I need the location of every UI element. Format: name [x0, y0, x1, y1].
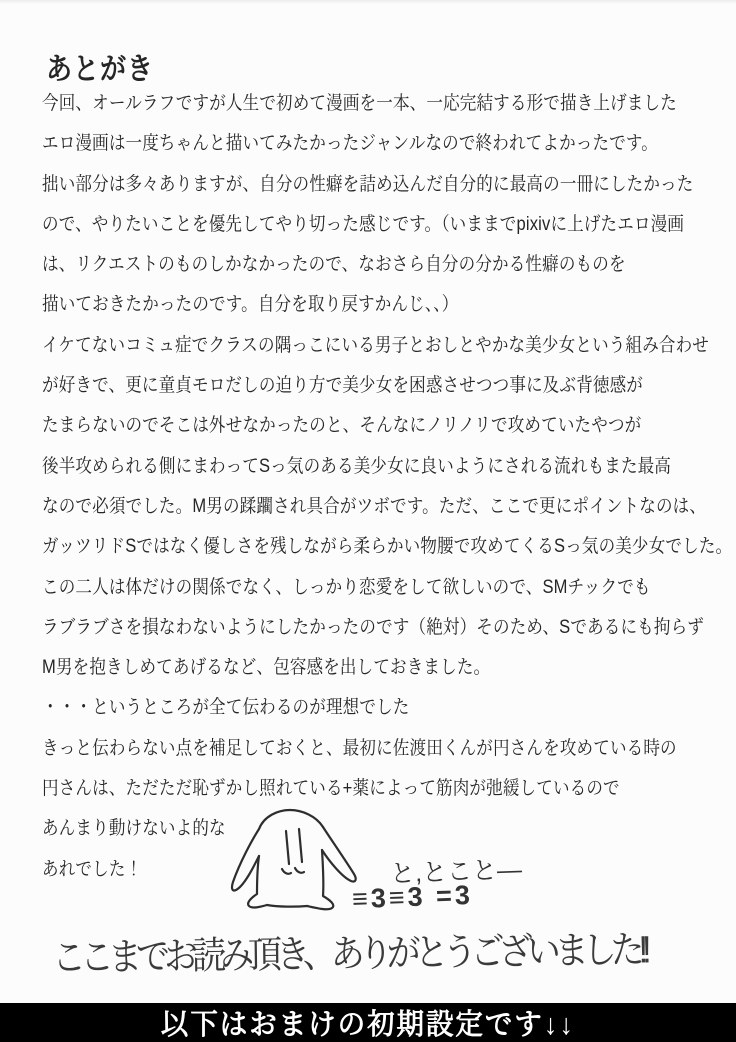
- page-title: あとがき: [46, 53, 154, 86]
- rabbit-doodle-icon: [226, 806, 362, 914]
- body-text-line: イケてないコミュ症でクラスの隅っこにいる男子とおしとやかな美少女という組み合わせ: [42, 334, 710, 356]
- thanks-message: ここまでお読み頂き、ありがとうございました!!: [51, 928, 646, 980]
- body-text-line: あれでした！: [42, 858, 143, 880]
- footer-banner: [0, 1003, 736, 1042]
- body-text-line: 円さんは、ただただ恥ずかし照れている+薬によって筋肉が弛緩しているので: [42, 778, 620, 800]
- body-text-line: ラブラブさを損なわないようにしたかったのです（絶対）そのため、Sであるにも拘らず: [42, 616, 705, 638]
- body-text-line: 後半攻められる側にまわってSっ気のある美少女に良いようにされる流れもまた最高: [42, 455, 672, 477]
- footer-label: 以下はおまけの初期設定です↓↓: [160, 1009, 576, 1041]
- body-text-line: 拙い部分は多々ありますが、自分の性癖を詰め込んだ自分的に最高の一冊にしたかった: [42, 173, 694, 195]
- body-text-line: たまらないのでそこは外せなかったのと、そんなにノリノリで攻めていたやつが: [42, 415, 642, 437]
- body-text-line: 今回、オールラフですが人生で初めて漫画を一本、一応完結する形で描き上げました: [42, 93, 677, 114]
- doodle-sound-text: と,とこと―: [389, 855, 523, 889]
- doodle-dash-marks: ≡3≡3 =3: [351, 879, 474, 915]
- body-text-line: が好きで、更に童貞モロだしの迫り方で美少女を困惑させつつ事に及ぶ背徳感が: [42, 375, 644, 397]
- body-text-line: ガッツリドSではなく優しさを残しながら柔らかい物腰で攻めてくるSっ気の美少女でした。: [42, 536, 733, 558]
- afterword-body: [42, 84, 736, 890]
- body-text-line: ので、やりたいことを優先してやり切った感じです。（いままでpixivに上げたエロ漫画: [42, 213, 685, 235]
- body-text-line: なので必須でした。M男の蹂躙され具合がツボです。ただ、ここで更にポイントなのは、: [42, 495, 707, 517]
- body-text-line: エロ漫画は一度ちゃんと描いてみたかったジャンルなので終われてよかったです。: [42, 133, 658, 155]
- body-text-line: 描いておきたかったのです。自分を取り戻すかんじ、、）: [42, 294, 459, 316]
- body-text-line: この二人は体だけの関係でなく、しっかり恋愛をして欲しいので、SMチックでも: [42, 576, 651, 598]
- body-text-line: きっと伝わらない点を補足しておくと、最初に佐渡田くんが円さんを攻めている時の: [42, 737, 677, 759]
- body-text-line: あんまり動けないよ的な: [42, 818, 226, 840]
- body-text-line: ・・・というところが全て伝わるのが理想でした: [42, 697, 410, 719]
- body-text-line: M男を抱きしめてあげるなど、包容感を出しておきました。: [42, 657, 491, 679]
- body-text-line: は、リクエストのものしかなかったので、なおさら自分の分かる性癖のものを: [42, 254, 626, 276]
